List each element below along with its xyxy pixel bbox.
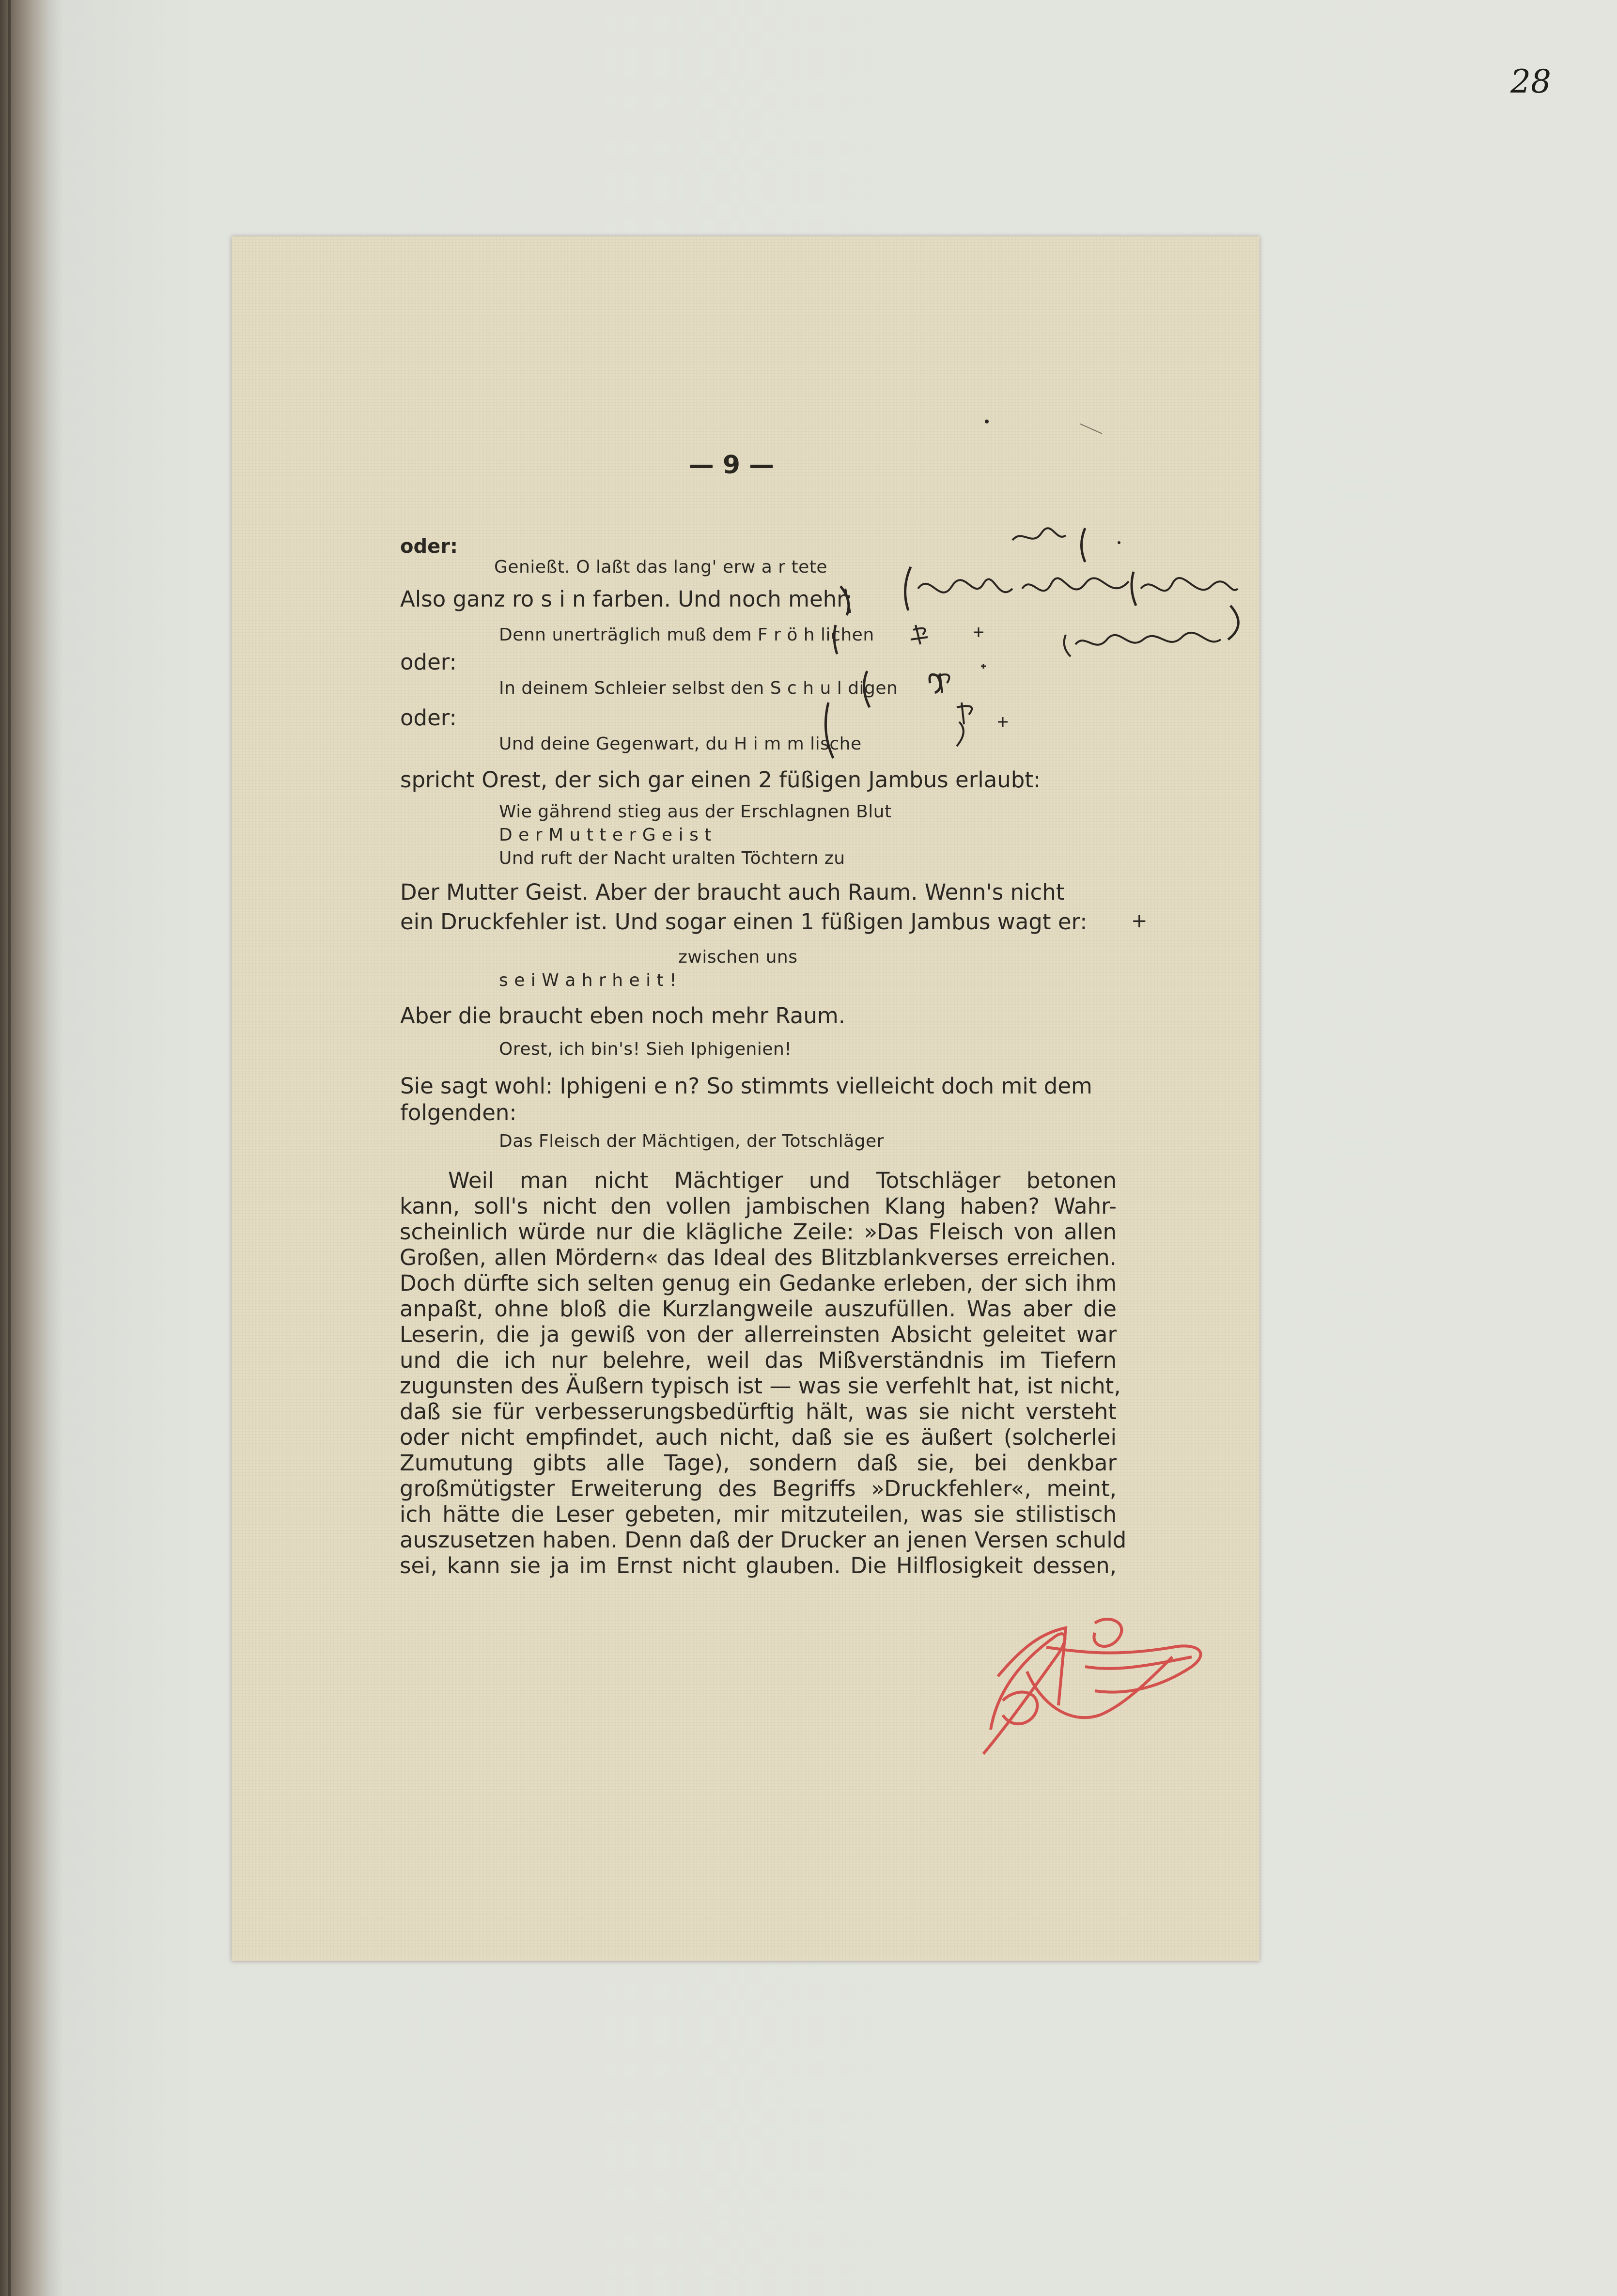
verse-line: Wie gährend stieg aus der Erschlagnen Blut bbox=[499, 802, 892, 822]
verse-line: s e i W a h r h e i t ! bbox=[499, 970, 677, 990]
binding-line bbox=[8, 0, 11, 2296]
verse-line: In deinem Schleier selbst den S c h u l digen bbox=[499, 678, 898, 698]
prose-line: und die ich nur belehre, weil das Mißverständnis im Tiefern bbox=[400, 1347, 1117, 1373]
prose-line: sei, kann sie ja im Ernst nicht glauben. Die Hilflosigkeit dessen, bbox=[400, 1553, 1117, 1578]
verse-line: Genießt. O laßt das lang' erw a r tete bbox=[494, 557, 828, 577]
prose-line: zugunsten des Äußern typisch ist — was sie verfehlt hat, ist nicht, bbox=[400, 1373, 1121, 1399]
label-oder: oder: bbox=[400, 649, 457, 675]
verse-line: D e r M u t t e r G e i s t bbox=[499, 825, 712, 845]
verse-line: Und deine Gegenwart, du H i m m lische bbox=[499, 734, 862, 754]
text-line: Der Mutter Geist. Aber der braucht auch Raum. Wenn's nicht bbox=[400, 879, 1065, 905]
prose-paragraph bbox=[400, 1168, 1127, 1578]
proof-sheet bbox=[232, 236, 1259, 1961]
prose-line: Großen, allen Mördern« das Ideal des Blitzblankverses erreichen. bbox=[400, 1245, 1117, 1270]
verse-line: zwischen uns bbox=[678, 947, 798, 967]
prose-line: großmütigster Erweiterung des Begriffs »Druckfehler«, meint, bbox=[400, 1476, 1117, 1501]
verse-line: Denn unerträglich muß dem F r ö h lichen bbox=[499, 625, 874, 645]
label-oder: oder: bbox=[400, 705, 457, 731]
verse-line: Und ruft der Nacht uralten Töchtern zu bbox=[499, 848, 845, 868]
prose-line: anpaßt, ohne bloß die Kurzlangweile auszufüllen. Was aber die bbox=[400, 1296, 1117, 1322]
folio-number: 28 bbox=[1510, 63, 1551, 100]
prose-line: daß sie für verbesserungsbedürftig hält, was sie nicht versteht bbox=[400, 1399, 1117, 1424]
text-line: Aber die braucht eben noch mehr Raum. bbox=[400, 1003, 846, 1029]
prose-line: Weil man nicht Mächtiger und Totschläger betonen bbox=[448, 1168, 1117, 1193]
label-oder: oder: bbox=[400, 535, 458, 558]
text-line: Sie sagt wohl: Iphigeni e n? So stimmts vielleicht doch mit dem bbox=[400, 1073, 1092, 1099]
prose-line: auszusetzen haben. Denn daß der Drucker an jenen Versen schuld bbox=[400, 1527, 1127, 1553]
printed-page-number: — 9 — bbox=[688, 451, 775, 480]
text-line: ein Druckfehler ist. Und sogar einen 1 füßigen Jambus wagt er: bbox=[400, 909, 1088, 935]
prose-line: oder nicht empfindet, auch nicht, daß sie es äußert (solcherlei bbox=[400, 1424, 1117, 1450]
verse-line: Orest, ich bin's! Sieh Iphigenien! bbox=[499, 1039, 792, 1059]
prose-line: ich hätte die Leser gebeten, mir mitzuteilen, was sie stilistisch bbox=[400, 1501, 1117, 1527]
text-line: Also ganz ro s i n farben. Und noch mehr: bbox=[400, 586, 853, 612]
prose-line: scheinlich würde nur die klägliche Zeile: »Das Fleisch von allen bbox=[400, 1219, 1117, 1245]
prose-line: Zumutung gibts alle Tage), sondern daß sie, bei denkbar bbox=[400, 1450, 1117, 1476]
text-line: folgenden: bbox=[400, 1100, 517, 1125]
verse-line: Das Fleisch der Mächtigen, der Totschläger bbox=[499, 1131, 884, 1151]
margin-plus-mark: + bbox=[1131, 910, 1148, 932]
text-line: spricht Orest, der sich gar einen 2 füßigen Jambus erlaubt: bbox=[400, 767, 1041, 793]
prose-line: Doch dürfte sich selten genug ein Gedanke erleben, der sich ihm bbox=[400, 1270, 1117, 1296]
prose-line: Leserin, die ja gewiß von der allerreinsten Absicht geleitet war bbox=[400, 1322, 1117, 1347]
prose-line: kann, soll's nicht den vollen jambischen Klang haben? Wahr- bbox=[400, 1193, 1117, 1219]
